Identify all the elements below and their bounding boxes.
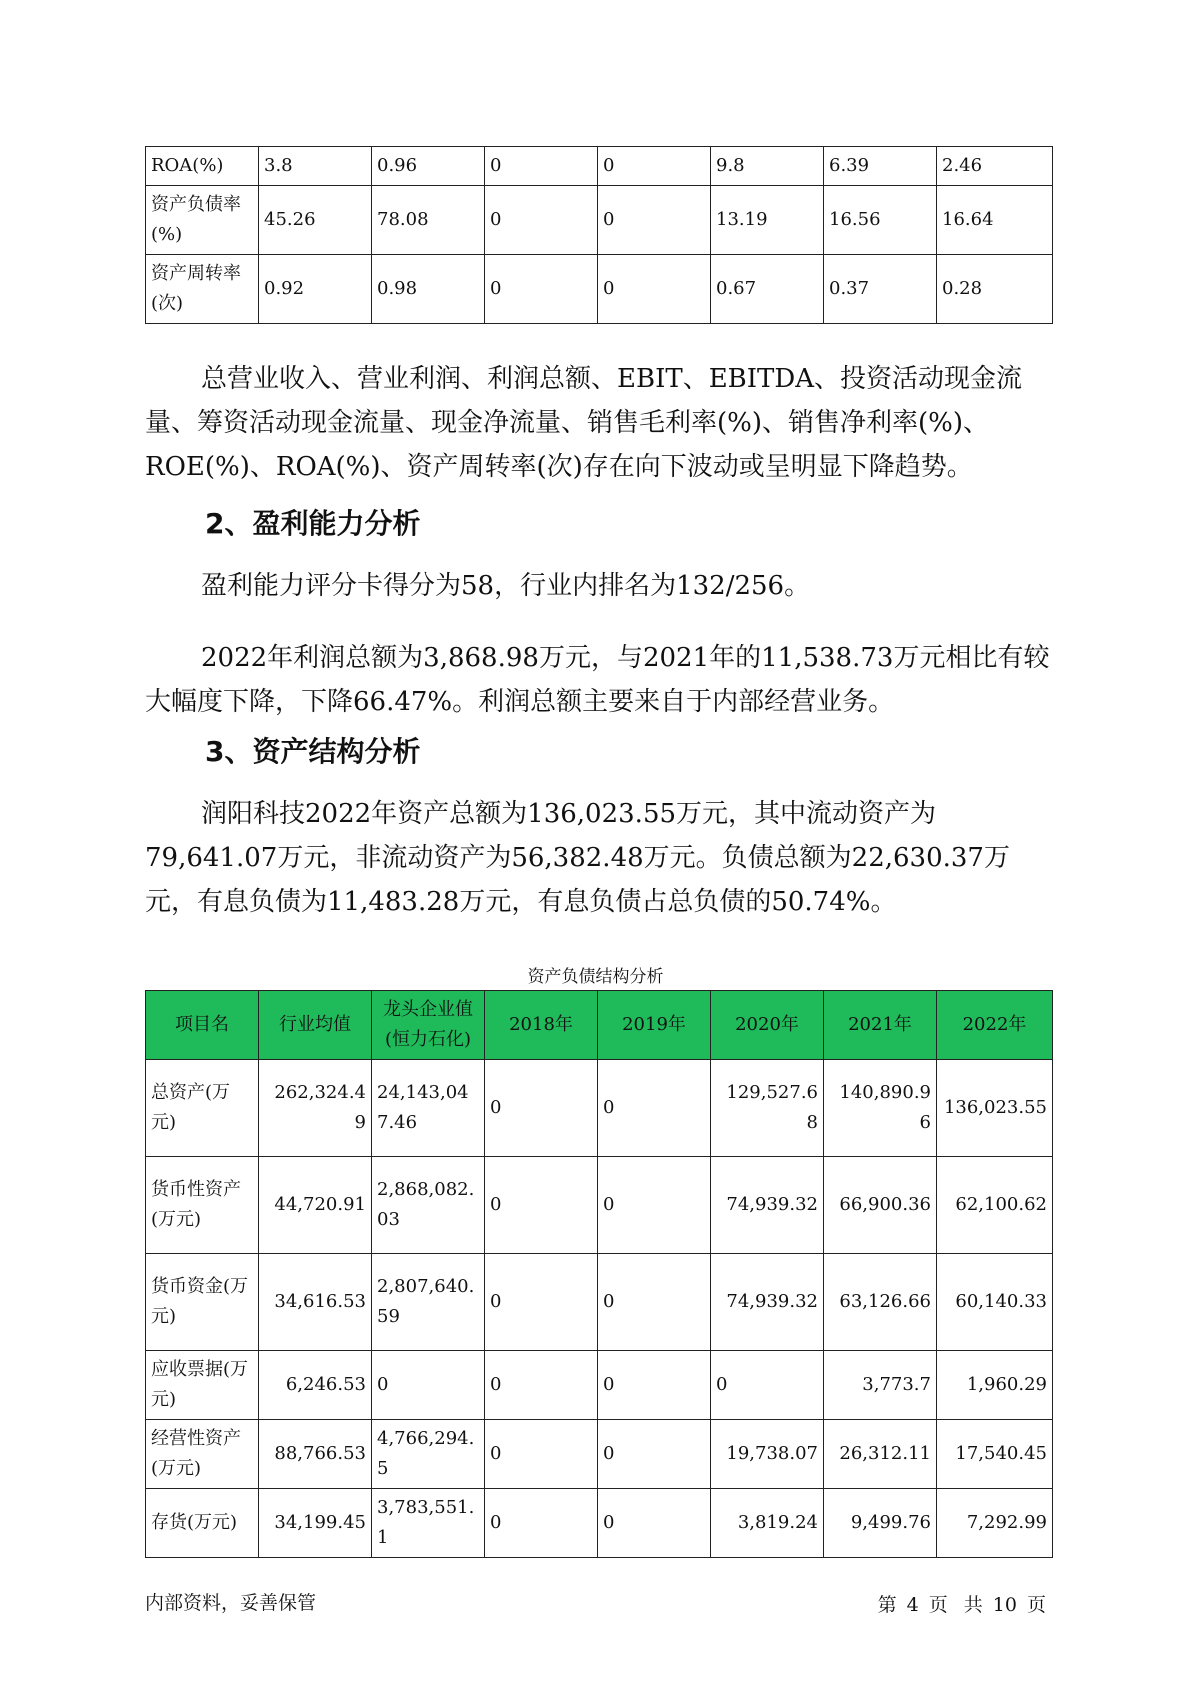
column-header: 2019年 — [598, 991, 711, 1060]
section-heading-asset-structure: 3、资产结构分析 — [205, 735, 421, 768]
table-cell: 74,939.32 — [711, 1157, 824, 1254]
table-cell: 应收票据(万元) — [146, 1351, 259, 1420]
table-cell: 3,773.7 — [824, 1351, 937, 1420]
table-cell: 0 — [598, 1060, 711, 1157]
page-number — [873, 1590, 1051, 1617]
total-prefix: 共 — [963, 1594, 983, 1616]
asset-liability-table — [145, 990, 1053, 1558]
table-cell: 0 — [485, 1351, 598, 1420]
table-cell: 总资产(万元) — [146, 1060, 259, 1157]
table-cell: 24,143,047.46 — [372, 1060, 485, 1157]
table-cell: 0 — [485, 1254, 598, 1351]
table-cell: 货币性资产(万元) — [146, 1157, 259, 1254]
column-header: 龙头企业值(恒力石化) — [372, 991, 485, 1060]
table-cell: 6,246.53 — [259, 1351, 372, 1420]
table-cell: 0 — [485, 1489, 598, 1558]
table-cell: 经营性资产(万元) — [146, 1420, 259, 1489]
table-cell: 17,540.45 — [937, 1420, 1053, 1489]
column-header: 2022年 — [937, 991, 1053, 1060]
table-cell: 0 — [372, 1351, 485, 1420]
table-cell: 0.98 — [372, 255, 485, 324]
table-cell: 45.26 — [259, 186, 372, 255]
table-cell: 0 — [598, 255, 711, 324]
table-cell: 0 — [598, 186, 711, 255]
section-heading-profitability: 2、盈利能力分析 — [205, 507, 421, 540]
column-header: 2021年 — [824, 991, 937, 1060]
table-cell: 0 — [485, 255, 598, 324]
table-cell: 34,616.53 — [259, 1254, 372, 1351]
table-cell: 0 — [598, 1489, 711, 1558]
table-row — [146, 1351, 1053, 1420]
table-cell: 62,100.62 — [937, 1157, 1053, 1254]
page-prefix: 第 — [877, 1594, 897, 1616]
table-cell: 129,527.68 — [711, 1060, 824, 1157]
footer-confidential-note: 内部资料，妥善保管 — [145, 1592, 317, 1614]
table-cell: 0 — [485, 1060, 598, 1157]
table-cell: 44,720.91 — [259, 1157, 372, 1254]
table-header-row — [146, 991, 1053, 1060]
table-cell: 存货(万元) — [146, 1489, 259, 1558]
table-cell: 资产负债率(%) — [146, 186, 259, 255]
table-cell: 2,868,082.03 — [372, 1157, 485, 1254]
table-cell: ROA(%) — [146, 147, 259, 186]
table-cell: 26,312.11 — [824, 1420, 937, 1489]
trend-paragraph: 总营业收入、营业利润、利润总额、EBIT、EBITDA、投资活动现金流量、筹资活动现金流量、现金净流量、销售毛利率(%)、销售净利率(%)、ROE(%)、ROA(%)、资产周转率(次)存在向下波动或呈明显下降趋势。 — [145, 364, 1023, 482]
table-cell: 60,140.33 — [937, 1254, 1053, 1351]
table-cell: 16.64 — [937, 186, 1053, 255]
table-cell: 4,766,294.5 — [372, 1420, 485, 1489]
table-cell: 0.28 — [937, 255, 1053, 324]
table-cell: 2.46 — [937, 147, 1053, 186]
table-row — [146, 186, 1053, 255]
table-cell: 货币资金(万元) — [146, 1254, 259, 1351]
table-cell: 3,783,551.1 — [372, 1489, 485, 1558]
table-cell: 16.56 — [824, 186, 937, 255]
column-header: 项目名 — [146, 991, 259, 1060]
table-row — [146, 1157, 1053, 1254]
table-cell: 0 — [485, 147, 598, 186]
table-cell: 0 — [485, 186, 598, 255]
table-cell: 78.08 — [372, 186, 485, 255]
table-cell: 0 — [598, 147, 711, 186]
table-cell: 3,819.24 — [711, 1489, 824, 1558]
table-cell: 136,023.55 — [937, 1060, 1053, 1157]
table-cell: 6.39 — [824, 147, 937, 186]
table-row — [146, 1060, 1053, 1157]
profitability-score-paragraph: 盈利能力评分卡得分为58，行业内排名为132/256。 — [201, 571, 811, 601]
table-cell: 0.67 — [711, 255, 824, 324]
current-page: 4 — [906, 1594, 919, 1616]
column-header: 2018年 — [485, 991, 598, 1060]
table-cell: 1,960.29 — [937, 1351, 1053, 1420]
column-header: 行业均值 — [259, 991, 372, 1060]
table-cell: 74,939.32 — [711, 1254, 824, 1351]
table-cell: 9,499.76 — [824, 1489, 937, 1558]
table-cell: 262,324.49 — [259, 1060, 372, 1157]
table-cell: 0 — [598, 1254, 711, 1351]
profit-paragraph: 2022年利润总额为3,868.98万元，与2021年的11,538.73万元相比有较大幅度下降，下降66.47%。利润总额主要来自于内部经营业务。 — [145, 643, 1050, 717]
table-row — [146, 147, 1053, 186]
table-cell: 资产周转率(次) — [146, 255, 259, 324]
table-cell: 0.96 — [372, 147, 485, 186]
table-cell: 7,292.99 — [937, 1489, 1053, 1558]
table-row — [146, 1420, 1053, 1489]
asset-structure-paragraph: 润阳科技2022年资产总额为136,023.55万元，其中流动资产为79,641.07万元，非流动资产为56,382.48万元。负债总额为22,630.37万元，有息负债为11,483.28万元，有息负债占总负债的50.74%。 — [145, 799, 1010, 917]
table-cell: 140,890.96 — [824, 1060, 937, 1157]
table-cell: 0 — [598, 1351, 711, 1420]
table-row — [146, 255, 1053, 324]
table-cell: 0.37 — [824, 255, 937, 324]
table-cell: 0 — [485, 1157, 598, 1254]
table-cell: 0 — [485, 1420, 598, 1489]
table-cell: 0 — [711, 1351, 824, 1420]
table-cell: 2,807,640.59 — [372, 1254, 485, 1351]
total-suffix: 页 — [1026, 1594, 1046, 1616]
table-cell: 0 — [598, 1420, 711, 1489]
page-suffix: 页 — [928, 1594, 948, 1616]
table-row — [146, 1489, 1053, 1558]
table-cell: 88,766.53 — [259, 1420, 372, 1489]
table-caption: 资产负债结构分析 — [527, 967, 664, 987]
table-cell: 19,738.07 — [711, 1420, 824, 1489]
table-cell: 3.8 — [259, 147, 372, 186]
table-cell: 34,199.45 — [259, 1489, 372, 1558]
table-cell: 0 — [598, 1157, 711, 1254]
total-pages: 10 — [992, 1594, 1017, 1616]
table-cell: 13.19 — [711, 186, 824, 255]
table-cell: 9.8 — [711, 147, 824, 186]
table-row — [146, 1254, 1053, 1351]
table-cell: 0.92 — [259, 255, 372, 324]
column-header: 2020年 — [711, 991, 824, 1060]
ratio-table — [145, 146, 1053, 324]
table-cell: 63,126.66 — [824, 1254, 937, 1351]
table-cell: 66,900.36 — [824, 1157, 937, 1254]
